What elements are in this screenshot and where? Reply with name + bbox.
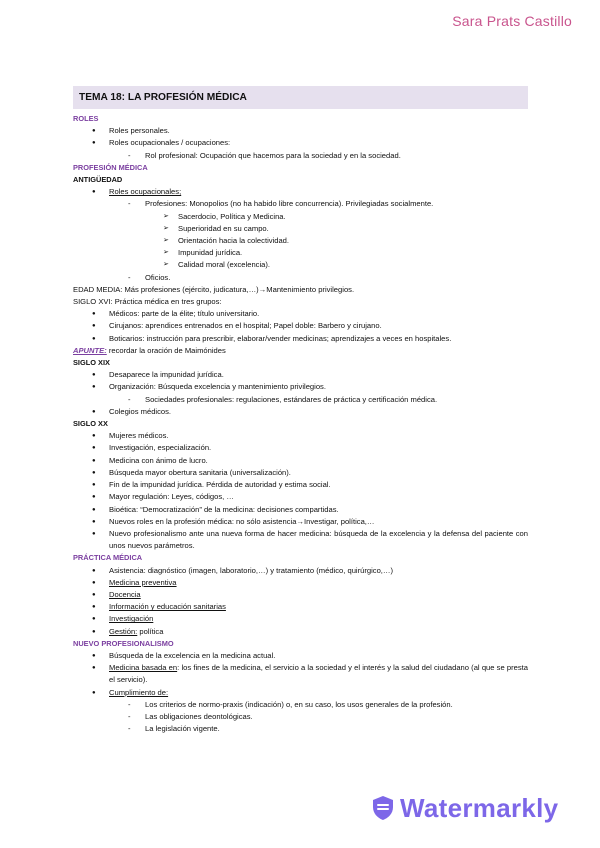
document-body — [73, 86, 528, 735]
list-item: ● Fin de la impunidad jurídica. Pérdida de autoridad y estima social. — [73, 479, 528, 491]
author-name: Sara Prats Castillo — [452, 13, 572, 29]
list-item — [73, 626, 528, 638]
list-item: ● Medicina con ánimo de lucro. — [73, 455, 528, 467]
list-item: ● Investigación — [73, 613, 528, 625]
list-item: ● Desaparece la impunidad jurídica. — [73, 369, 528, 381]
list-item: ● Asistencia: diagnóstico (imagen, laboratorio,…) y tratamiento (médico, quirúrgico,…) — [73, 565, 528, 577]
gestion-label: Gestión: — [109, 626, 138, 636]
document-title: TEMA 18: LA PROFESIÓN MÉDICA — [73, 86, 528, 109]
list-item: ● Organización: Búsqueda excelencia y mantenimiento privilegios. — [73, 381, 528, 393]
arrow-item: ➢ Orientación hacia la colectividad. — [73, 235, 528, 247]
section-nuevo-heading: NUEVO PROFESIONALISMO — [73, 638, 174, 648]
list-item: ● Nuevo profesionalismo ante una nueva forma de hacer medicina: búsqueda de la excelencia y la defensa del paciente con unos nuevos parámetros. — [73, 528, 528, 552]
list-item: ● Cumplimiento de: — [73, 687, 528, 699]
sub-list-item: - Sociedades profesionales: regulaciones, estándares de práctica y certificación médica. — [73, 394, 528, 406]
list-item: ● Investigación, especialización. — [73, 442, 528, 454]
apunte-note — [73, 345, 528, 357]
sub-list-item: - Los criterios de normo-praxis (indicación) o, en su caso, los usos generales de la profesión. — [73, 699, 528, 711]
list-item: ● Cirujanos: aprendices entrenados en el hospital; Papel doble: Barbero y cirujano. — [73, 320, 528, 332]
arrow-item: ➢ Impunidad jurídica. — [73, 247, 528, 259]
watermark-text: Watermarkly — [400, 792, 559, 823]
list-item: ● Información y educación sanitarias — [73, 601, 528, 613]
list-item: ● Colegios médicos. — [73, 406, 528, 418]
siglo-xvi-line: SIGLO XVI: Práctica médica en tres grupos: — [73, 297, 222, 307]
subsection-siglo-xx: SIGLO XX — [73, 419, 108, 429]
list-item: ● Boticarios: instrucción para prescribir, elaborar/vender medicinas; aprendizajes a veces en hospitales. — [73, 333, 528, 345]
section-practica-heading: PRÁCTICA MÉDICA — [73, 553, 143, 563]
sub-list-item: - Las obligaciones deontológicas. — [73, 711, 528, 723]
sub-list-item: - Oficios. — [73, 272, 528, 284]
section-profesion-heading: PROFESIÓN MÉDICA — [73, 162, 148, 172]
section-roles-heading: ROLES — [73, 114, 99, 123]
watermark — [372, 790, 558, 826]
list-item: ● Búsqueda mayor obertura sanitaria (universalización). — [73, 467, 528, 479]
list-item: ● Roles ocupacionales; — [73, 186, 528, 198]
medicina-basada-label: Medicina basada en — [109, 663, 178, 673]
arrow-item: ➢ Sacerdocio, Política y Medicina. — [73, 211, 528, 223]
list-item: ● Médicos: parte de la élite; título universitario. — [73, 308, 528, 320]
arrow-item: ➢ Calidad moral (excelencia). — [73, 259, 528, 271]
list-item: ● Bioética: “Democratización” de la medicina: decisiones compartidas. — [73, 504, 528, 516]
apunte-label: APUNTE: — [73, 345, 107, 355]
list-item: ● Roles personales. — [73, 125, 528, 137]
arrow-item: ➢ Superioridad en su campo. — [73, 223, 528, 235]
list-item: ● Medicina preventiva — [73, 577, 528, 589]
medicina-basada-text: : los fines de la medicina, el servicio a la sociedad y el interés y la salud del ciudadano (al que se presta el servicio). — [109, 663, 528, 685]
subsection-siglo-xix: SIGLO XIX — [73, 358, 110, 368]
sub-list-item: - Rol profesional: Ocupación que hacemos para la sociedad y en la sociedad. — [73, 150, 528, 162]
sub-list-item: - La legislación vigente. — [73, 723, 528, 735]
list-item — [73, 662, 528, 686]
shield-icon — [372, 795, 394, 821]
list-item: ● Docencia — [73, 589, 528, 601]
list-item: ● Nuevos roles en la profesión médica: no sólo asistencia→Investigar, política,… — [73, 516, 528, 528]
list-item: ● Búsqueda de la excelencia en la medicina actual. — [73, 650, 528, 662]
subsection-antiguedad: ANTIGÜEDAD — [73, 175, 123, 185]
sub-list-item: - Profesiones: Monopolios (no ha habido libre concurrencia). Privilegiadas socialmente. — [73, 198, 528, 210]
list-item: ● Mayor regulación: Leyes, códigos, … — [73, 491, 528, 503]
list-item: ● Roles ocupacionales / ocupaciones: — [73, 137, 528, 149]
edad-media-line: EDAD MEDIA: Más profesiones (ejército, judicatura,…)→Mantenimiento privilegios. — [73, 284, 355, 294]
list-item: ● Mujeres médicos. — [73, 430, 528, 442]
apunte-text: recordar la oración de Maimónides — [106, 345, 226, 355]
gestion-text: política — [137, 626, 164, 636]
